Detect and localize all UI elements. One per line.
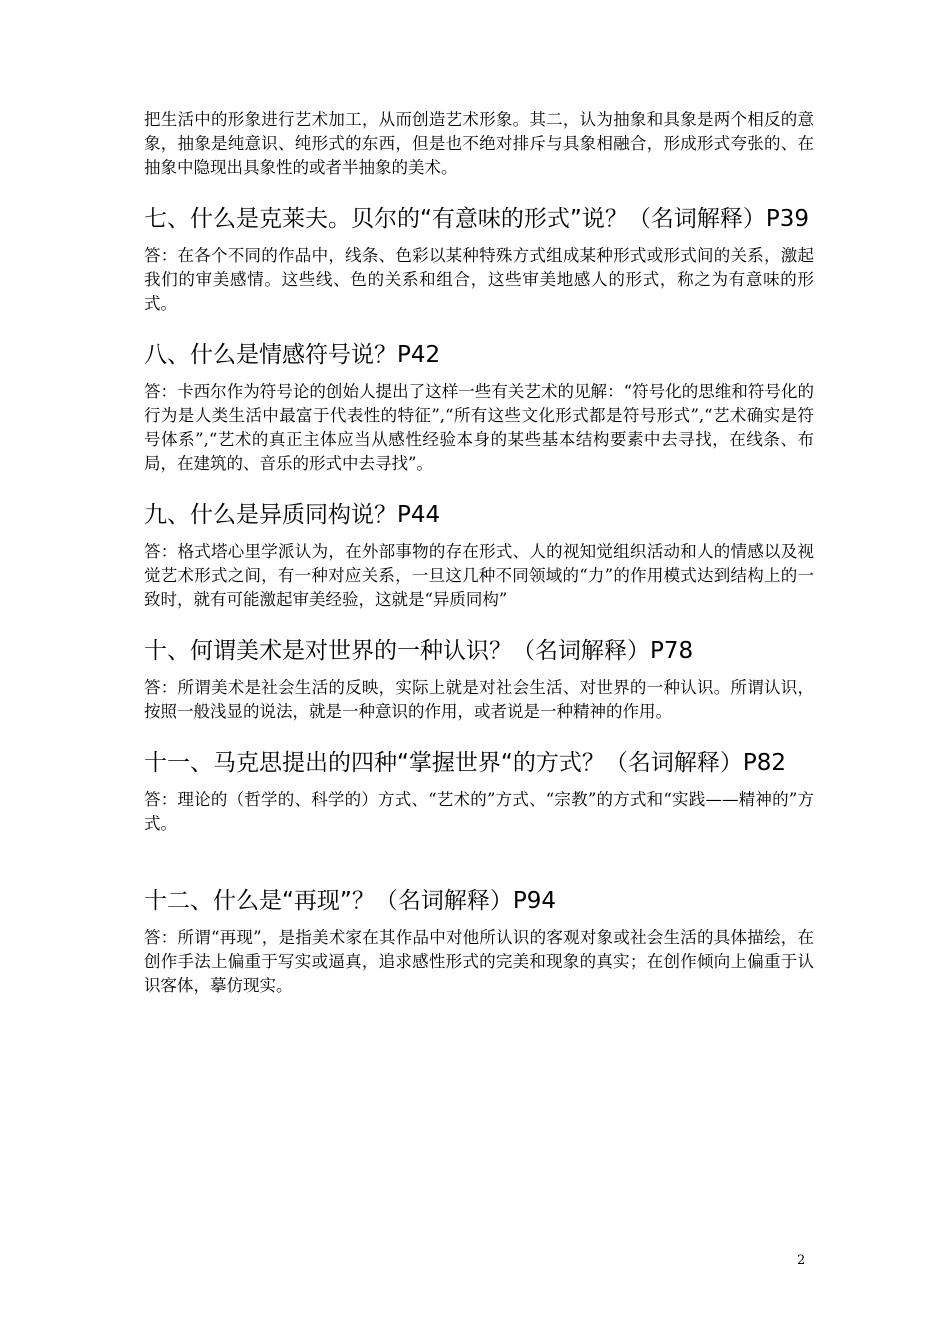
intro-paragraph: 把生活中的形象进行艺术加工，从而创造艺术形象。其二，认为抽象和具象是两个相反的意象，抽象是纯意识、纯形式的东西，但是也不绝对排斥与具象相融合，形成形式夸张的、在抽象中隐现出具象性的或者半抽象的美术。: [144, 110, 814, 177]
document-page: [144, 108, 814, 998]
spacer: [144, 316, 814, 330]
spacer: [144, 724, 814, 738]
section-answer-9: 答：格式塔心里学派认为，在外部事物的存在形式、人的视知觉组织活动和人的情感以及视觉艺术形式之间，有一种对应关系，一旦这几种不同领域的“力”的作用模式达到结构上的一致时，就有可能激起审美经验，这就是“异质同构”: [144, 542, 814, 609]
section-heading-10: 十、何谓美术是对世界的一种认识？（名词解释）P78: [144, 638, 694, 664]
section-heading-8: 八、什么是情感符号说？P42: [144, 342, 441, 368]
spacer: [144, 180, 814, 194]
spacer: [144, 476, 814, 490]
section-heading-12: 十二、什么是“再现”？（名词解释）P94: [144, 888, 556, 914]
section-heading-9: 九、什么是异质同构说？P44: [144, 502, 441, 528]
page-number: 2: [797, 1253, 806, 1268]
spacer: [144, 612, 814, 626]
spacer: [144, 836, 814, 876]
section-heading-11: 十一、马克思提出的四种“掌握世界“的方式？（名词解释）P82: [144, 750, 786, 776]
section-answer-11: 答：理论的（哲学的、科学的）方式、“艺术的”方式、“宗教”的方式和“实践——精神的”方式。: [144, 790, 814, 833]
section-answer-12: 答：所谓“再现”，是指美术家在其作品中对他所认识的客观对象或社会生活的具体描绘，在创作手法上偏重于写实或逼真，追求感性形式的完美和现象的真实；在创作倾向上偏重于认识客体，摹仿现实。: [144, 928, 814, 995]
section-answer-7: 答：在各个不同的作品中，线条、色彩以某种特殊方式组成某种形式或形式间的关系，激起我们的审美感情。这些线、色的关系和组合，这些审美地感人的形式，称之为有意味的形式。: [144, 246, 814, 313]
section-answer-8: 答：卡西尔作为符号论的创始人提出了这样一些有关艺术的见解：“符号化的思维和符号化的行为是人类生活中最富于代表性的特征”,“所有这些文化形式都是符号形式”,“艺术确实是符号体系”,“艺术的真正主体应当从感性经验本身的某些基本结构要素中去寻找，在线条、布局，在建筑的、音乐的形式中去寻找”。: [144, 382, 814, 473]
section-heading-7: 七、什么是克莱夫。贝尔的“有意味的形式”说？（名词解释）P39: [144, 206, 809, 232]
section-answer-10: 答：所谓美术是社会生活的反映，实际上就是对社会生活、对世界的一种认识。所谓认识，按照一般浅显的说法，就是一种意识的作用，或者说是一种精神的作用。: [144, 678, 814, 721]
